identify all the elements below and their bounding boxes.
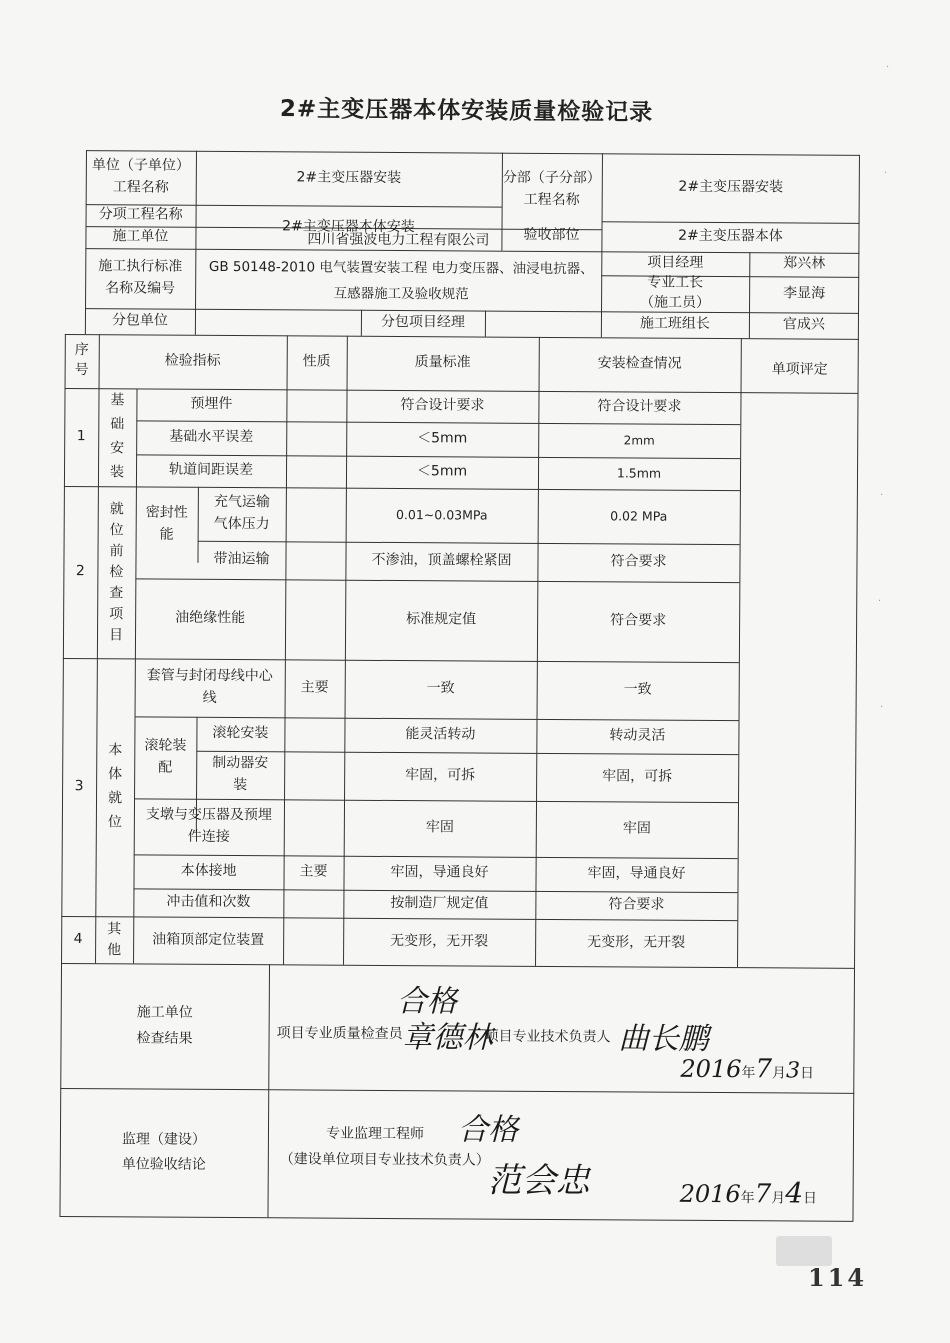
supervision-verdict-handwritten: 合格 bbox=[457, 1112, 519, 1148]
foreman-label: 专业工长 （施工员） bbox=[640, 274, 711, 311]
acceptance-part-value: 2#主变压器本体 bbox=[678, 227, 783, 245]
group-no: 4 bbox=[73, 930, 83, 947]
day-char: 日 bbox=[799, 1065, 815, 1082]
date-year: 2016 bbox=[680, 1054, 742, 1084]
division-project-value: 2#主变压器安装 bbox=[678, 178, 784, 196]
sub-pm-label: 分包项目经理 bbox=[380, 314, 465, 331]
page-title: 2#主变压器本体安装质量检验记录 bbox=[279, 96, 654, 126]
supervision-engineer-label: 专业监理工程师 bbox=[325, 1125, 425, 1143]
unit-project-value: 2#主变压器安装 bbox=[296, 169, 402, 187]
row-standard: 无变形，无开裂 bbox=[390, 932, 489, 950]
scan-speckle: · bbox=[886, 62, 890, 73]
subgroup-seal: 密封性 能 bbox=[145, 504, 188, 543]
foreman-value: 李显海 bbox=[783, 285, 826, 302]
date-month: 7 bbox=[755, 1054, 773, 1085]
subcontractor-label: 分包单位 bbox=[111, 312, 168, 329]
acceptance-part-label: 验收部位 bbox=[523, 226, 580, 244]
page-number: 114 bbox=[808, 1263, 868, 1292]
row-standard: 牢固，可拆 bbox=[405, 767, 476, 784]
row-standard: 标准规定值 bbox=[406, 611, 477, 628]
col-indicator: 检验指标 bbox=[164, 352, 221, 370]
group-no: 2 bbox=[75, 563, 85, 580]
unit-project-label: 单位（子单位） 工程名称 bbox=[91, 157, 190, 196]
row-result: 牢固，可拆 bbox=[602, 768, 673, 785]
subgroup-roller: 滚轮装 配 bbox=[144, 737, 187, 776]
row-result: 无变形，无开裂 bbox=[587, 933, 686, 951]
row-indicator: 油绝缘性能 bbox=[175, 609, 246, 627]
group-name: 其 他 bbox=[107, 921, 122, 958]
row-indicator: 基础水平误差 bbox=[169, 428, 254, 446]
row-standard: 不渗油，顶盖螺栓紧固 bbox=[371, 552, 512, 569]
construction-result-label: 施工单位 检查结果 bbox=[136, 1004, 193, 1047]
inspection-record-table bbox=[59, 148, 866, 1223]
owner-tech-lead-label: （建设单位项目专业技术负责人） bbox=[279, 1151, 490, 1169]
row-indicator: 滚轮安装 bbox=[212, 725, 269, 742]
constructor-value: 四川省强波电力工程有限公司 bbox=[307, 231, 490, 249]
row-indicator: 轨道间距误差 bbox=[168, 461, 254, 479]
row-standard: 能灵活转动 bbox=[405, 726, 476, 743]
year-char: 年 bbox=[741, 1065, 756, 1082]
month-char: 月 bbox=[771, 1190, 786, 1207]
constructor-label: 施工单位 bbox=[112, 228, 169, 245]
row-result: 2mm bbox=[623, 433, 655, 448]
project-manager-label: 项目经理 bbox=[647, 254, 704, 272]
subitem-project-label: 分项工程名称 bbox=[98, 206, 183, 223]
scan-speckle: · bbox=[880, 490, 884, 501]
group-name: 本 体 就 位 bbox=[107, 742, 123, 831]
row-result: 转动灵活 bbox=[609, 727, 666, 744]
date-month: 7 bbox=[754, 1179, 772, 1210]
team-leader-value: 官成兴 bbox=[782, 316, 825, 333]
scan-speckle: · bbox=[884, 168, 888, 179]
row-standard: 按制造厂规定值 bbox=[390, 895, 489, 912]
stamp-mark bbox=[776, 1236, 832, 1266]
row-standard: 符合设计要求 bbox=[400, 397, 485, 414]
row-standard: ＜5mm bbox=[416, 463, 468, 480]
col-rating: 单项评定 bbox=[771, 361, 828, 378]
row-indicator: 带油运输 bbox=[213, 551, 270, 568]
row-standard: 牢固 bbox=[425, 819, 454, 836]
col-seq: 序 号 bbox=[74, 342, 89, 379]
row-result: 牢固，导通良好 bbox=[587, 865, 686, 882]
row-nature: 主要 bbox=[299, 863, 328, 880]
row-result: 符合要求 bbox=[610, 553, 667, 570]
group-no: 3 bbox=[74, 778, 84, 795]
tech-lead-label: 项目专业技术负责人 bbox=[484, 1028, 611, 1046]
row-result: 1.5mm bbox=[616, 465, 662, 481]
row-indicator: 充气运输 气体压力 bbox=[213, 494, 270, 533]
month-char: 月 bbox=[771, 1065, 787, 1082]
row-standard: 0.01~0.03MPa bbox=[395, 507, 488, 523]
row-indicator: 支墩与变压器及预埋 件连接 bbox=[145, 806, 272, 846]
group-name: 就 位 前 检 查 项 目 bbox=[108, 500, 124, 643]
project-manager-value: 郑兴林 bbox=[783, 255, 826, 272]
row-indicator: 套管与封闭母线中心 线 bbox=[146, 667, 273, 706]
year-char: 年 bbox=[740, 1190, 755, 1207]
date-day: 3 bbox=[785, 1058, 801, 1084]
row-result: 一致 bbox=[623, 681, 652, 698]
scan-speckle: · bbox=[878, 596, 882, 607]
quality-inspector-label: 项目专业质量检查员 bbox=[276, 1025, 403, 1043]
supervision-signature: 范会忠 bbox=[487, 1160, 590, 1202]
row-result: 0.02 MPa bbox=[610, 508, 668, 524]
supervision-date bbox=[680, 1176, 818, 1210]
standard-value: GB 50148-2010 电气装置安装工程 电力变压器、油浸电抗器、 互感器施工及验收规范 bbox=[208, 259, 594, 303]
team-leader-label: 施工班组长 bbox=[639, 315, 710, 333]
date-day: 4 bbox=[785, 1176, 804, 1210]
construction-verdict-handwritten: 合格 bbox=[396, 984, 457, 1020]
row-nature: 主要 bbox=[300, 679, 329, 696]
row-indicator: 冲击值和次数 bbox=[166, 893, 251, 911]
row-standard: 牢固，导通良好 bbox=[390, 864, 489, 881]
row-result: 牢固 bbox=[622, 820, 651, 837]
col-standard: 质量标准 bbox=[414, 354, 471, 371]
row-indicator: 制动器安 装 bbox=[212, 755, 269, 794]
group-no: 1 bbox=[76, 428, 86, 445]
row-standard: 一致 bbox=[426, 680, 455, 697]
row-indicator: 油箱顶部定位装置 bbox=[152, 931, 265, 948]
group-name: 基 础 安 装 bbox=[109, 392, 125, 481]
standard-label: 施工执行标准 名称及编号 bbox=[98, 258, 183, 297]
col-nature: 性质 bbox=[302, 353, 331, 370]
supervision-result-label: 监理（建设） 单位验收结论 bbox=[121, 1131, 206, 1173]
row-indicator: 本体接地 bbox=[180, 862, 237, 880]
row-indicator: 预埋件 bbox=[190, 395, 233, 413]
row-result: 符合要求 bbox=[608, 896, 665, 913]
construction-date bbox=[680, 1054, 814, 1085]
day-char: 日 bbox=[803, 1190, 818, 1207]
subitem-project-value: 2#主变压器本体安装 bbox=[282, 218, 415, 236]
col-inspection: 安装检查情况 bbox=[597, 355, 682, 372]
division-project-label: 分部（子分部） 工程名称 bbox=[502, 169, 601, 209]
scan-speckle: · bbox=[880, 702, 884, 713]
tech-lead-signature: 曲长鹏 bbox=[618, 1021, 709, 1057]
row-result: 符合要求 bbox=[610, 612, 667, 629]
quality-inspector-signature: 章德林 bbox=[402, 1020, 493, 1056]
row-standard: ＜5mm bbox=[417, 430, 468, 447]
row-result: 符合设计要求 bbox=[597, 398, 682, 415]
date-year: 2016 bbox=[679, 1179, 741, 1209]
